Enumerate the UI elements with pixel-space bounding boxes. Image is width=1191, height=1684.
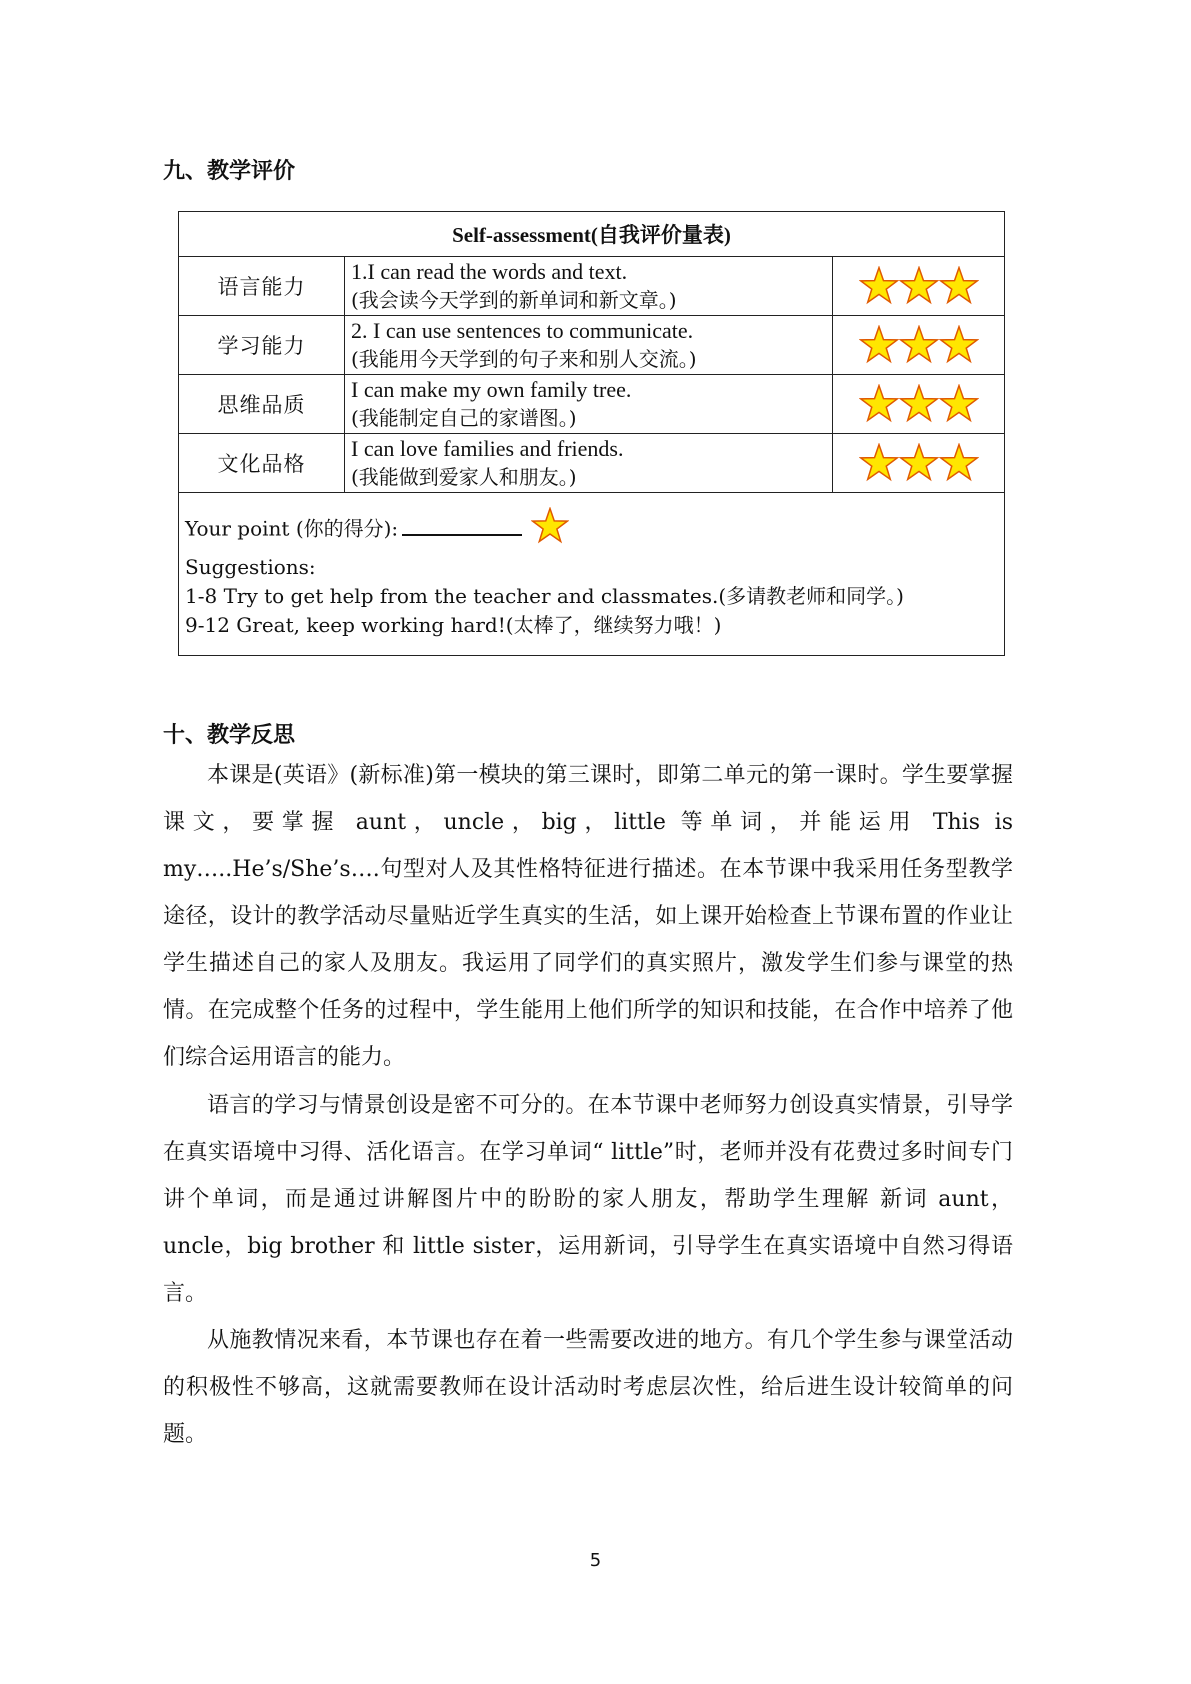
category-cell: 语言能力: [179, 257, 345, 316]
section-heading-evaluation: 九、教学评价: [163, 159, 296, 184]
star-icon: [899, 325, 939, 365]
statement-cell: [345, 257, 833, 316]
table-row: [179, 316, 1005, 375]
category-cell: 学习能力: [179, 316, 345, 375]
self-assessment-table: [178, 211, 1005, 656]
statement-cell: [345, 434, 833, 493]
category-cell: 思维品质: [179, 375, 345, 434]
statement-cell: [345, 316, 833, 375]
table-row: [179, 434, 1005, 493]
statement-en: I can make my own family tree.: [351, 377, 632, 402]
star-icon: [939, 443, 979, 483]
point-line: [185, 507, 998, 553]
star-rating: [833, 434, 1005, 493]
statement-zh: (我能用今天学到的句子来和别人交流。): [351, 347, 697, 371]
statement-en: I can love families and friends.: [351, 436, 624, 461]
star-rating: [833, 375, 1005, 434]
statement-en: 1.I can read the words and text.: [351, 259, 628, 284]
star-icon: [939, 325, 979, 365]
statement-en: 2. I can use sentences to communicate.: [351, 318, 694, 343]
statement-zh: (我能制定自己的家谱图。): [351, 406, 577, 430]
star-icon: [899, 384, 939, 424]
statement-cell: [345, 375, 833, 434]
star-icon: [859, 325, 899, 365]
category-cell: 文化品格: [179, 434, 345, 493]
reflection-paragraph: 从施教情况来看，本节课也存在着一些需要改进的地方。有几个学生参与课堂活动的积极性不够高，这就需要教师在设计活动时考虑层次性，给后进生设计较简单的问题。: [163, 1328, 1013, 1447]
suggestion-low: 1-8 Try to get help from the teacher and classmates.(多请教老师和同学。): [185, 584, 904, 608]
star-icon: [531, 507, 569, 545]
reflection-paragraph: 语言的学习与情景创设是密不可分的。在本节课中老师努力创设真实情景，引导学在真实语境中习得、活化语言。在学习单词“ little”时，老师并没有花费过多时间专门讲个单词，而是通过讲解图片中的盼盼的家人朋友，帮助学生理解 新词 aunt，uncle，big brother 和 little sister，运用新词，引导学生在真实语境中自然习得语言。: [163, 1093, 1013, 1306]
star-icon: [899, 443, 939, 483]
table-row: [179, 375, 1005, 434]
star-icon: [859, 266, 899, 306]
point-label: Your point (你的得分):: [185, 516, 399, 541]
statement-zh: (我能做到爱家人和朋友。): [351, 465, 577, 489]
star-icon: [859, 384, 899, 424]
score-footer: [179, 493, 1005, 656]
star-icon: [939, 266, 979, 306]
star-rating: [833, 257, 1005, 316]
page-number: 5: [589, 1550, 602, 1571]
table-title: Self-assessment(自我评价量表): [179, 212, 1005, 257]
star-icon: [531, 507, 569, 553]
section-heading-reflection: 十、教学反思: [163, 723, 296, 748]
reflection-paragraph: 本课是(英语》(新标准)第一模块的第三课时，即第二单元的第一课时。学生要掌握课文，要掌握 aunt，uncle，big，little 等单词，并能运用 This is my…..He’s/She’s….句型对人及其性格特征进行描述。在本节课中我采用任务型教学途径，设计的教学活动尽量贴近学生真实的生活，如上课开始检查上节课布置的作业让学生描述自己的家人及朋友。我运用了同学们的真实照片，激发学生们参与课堂的热情。在完成整个任务的过程中，学生能用上他们所学的知识和技能，在合作中培养了他们综合运用语言的能力。: [163, 763, 1013, 1070]
star-icon: [899, 266, 939, 306]
star-rating: [833, 316, 1005, 375]
suggestions-label: Suggestions:: [185, 555, 316, 579]
point-blank: [402, 514, 522, 536]
table-row: [179, 257, 1005, 316]
star-icon: [939, 384, 979, 424]
star-icon: [859, 443, 899, 483]
suggestion-high: 9-12 Great, keep working hard!(太棒了，继续努力哦！): [185, 613, 722, 637]
statement-zh: (我会读今天学到的新单词和新文章。): [351, 288, 677, 312]
